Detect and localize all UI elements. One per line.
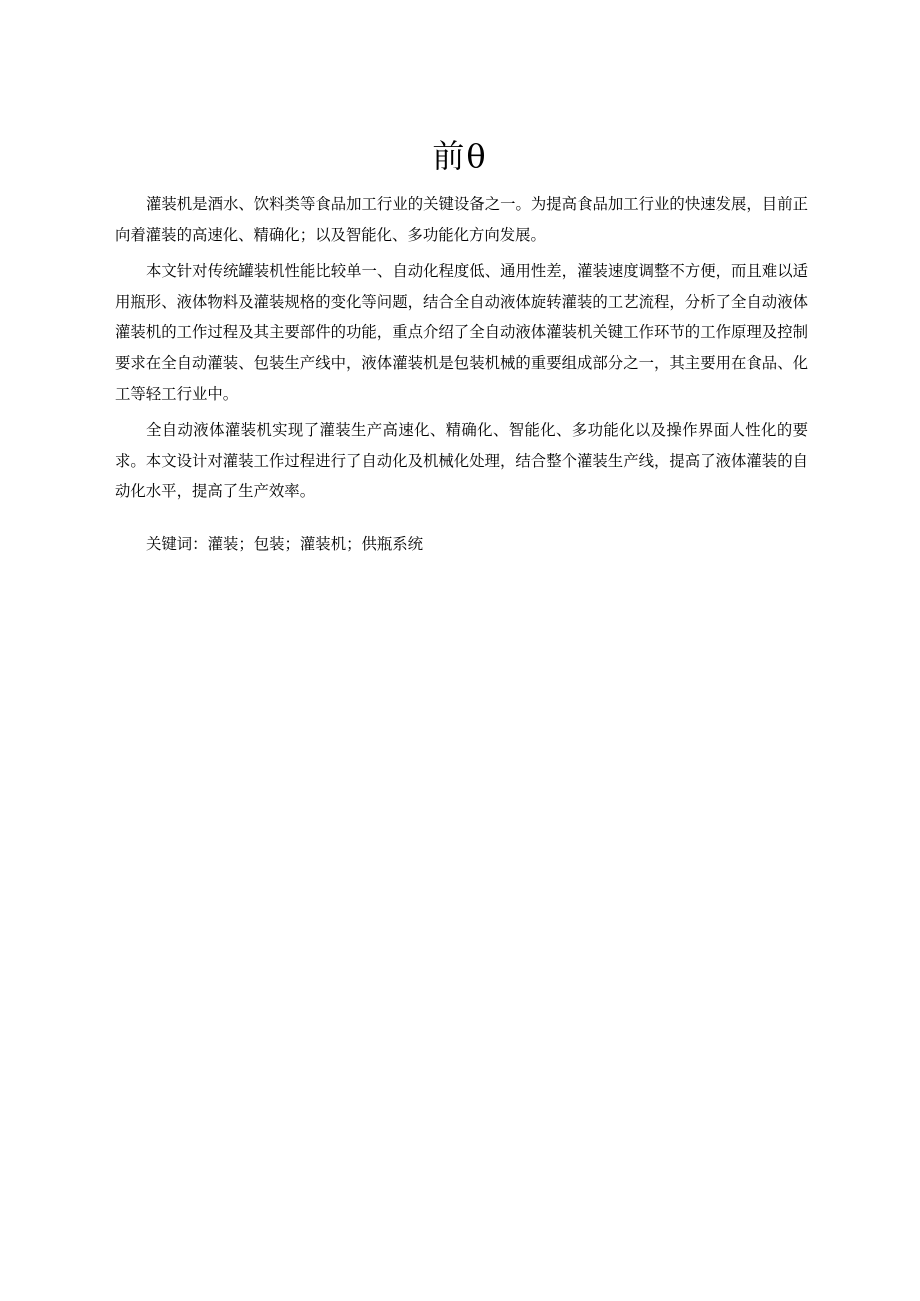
paragraph-3: 全自动液体灌装机实现了灌装生产高速化、精确化、智能化、多功能化以及操作界面人性化的要求。本文设计对灌装工作过程进行了自动化及机械化处理，结合整个灌装生产线，提高了液体灌装的自动化水平，提高了生产效率。 — [115, 421, 808, 501]
keywords-line: 关键词：灌装；包装；灌装机；供瓶系统 — [146, 534, 424, 553]
paragraph-1: 灌装机是酒水、饮料类等食品加工行业的关键设备之一。为提高食品加工行业的快速发展，目前正向着灌装的高速化、精确化；以及智能化、多功能化方向发展。 — [115, 195, 808, 244]
document-body — [115, 189, 808, 559]
page-title: 前θ — [432, 137, 488, 175]
paragraph-2: 本文针对传统罐装机性能比较单一、自动化程度低、通用性差，灌装速度调整不方便，而且难以适用瓶形、液体物料及灌装规格的变化等问题，结合全自动液体旋转灌装的工艺流程，分析了全自动液体灌装机的工作过程及其主要部件的功能，重点介绍了全自动液体灌装机关键工作环节的工作原理及控制要求在全自动灌装、包装生产线中，液体灌装机是包装机械的重要组成部分之一，其主要用在食品、化工等轻工行业中。 — [115, 262, 808, 403]
